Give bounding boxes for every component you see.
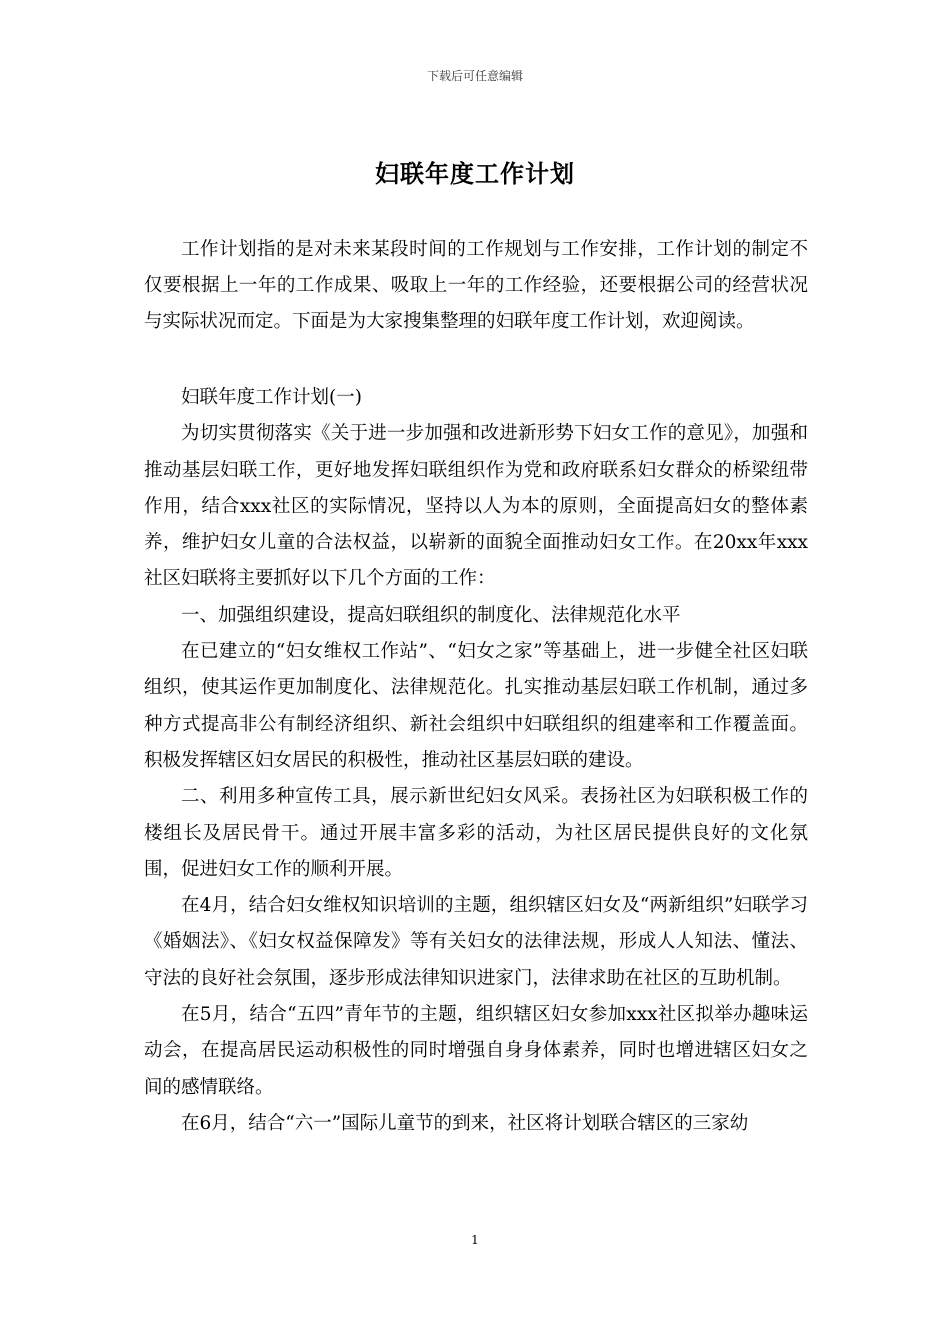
paragraph: 一、加强组织建设，提高妇联组织的制度化、法律规范化水平 (181, 604, 681, 626)
intro-block (144, 232, 808, 340)
main-body (144, 380, 808, 1142)
document-title: 妇联年度工作计划 (375, 159, 575, 188)
paragraph: 为切实贯彻落实《关于进一步加强和改进新形势下妇女工作的意见》，加强和推动基层妇联工作，更好地发挥妇联组织作为党和政府联系妇女群众的桥梁纽带作用，结合xxx社区的实际情况，坚持以人为本的原则，全面提高妇女的整体素养，维护妇女儿童的合法权益，以崭新的面貌全面推动妇女工作。在20xx年xxx社区妇联将主要抓好以下几个方面的工作： (144, 423, 808, 590)
intro-paragraph: 工作计划指的是对未来某段时间的工作规划与工作安排，工作计划的制定不仅要根据上一年的工作成果、吸取上一年的工作经验，还要根据公司的经营状况与实际状况而定。下面是为大家搜集整理的妇联年度工作计划，欢迎阅读。 (144, 239, 808, 332)
paragraph: 在6月，结合“六一”国际儿童节的到来，社区将计划联合辖区的三家幼 (181, 1112, 749, 1134)
paragraph: 二、利用多种宣传工具，展示新世纪妇女风采。表扬社区为妇联积极工作的楼组长及居民骨干。通过开展丰富多彩的活动，为社区居民提供良好的文化氛围，促进妇女工作的顺利开展。 (144, 786, 808, 880)
paragraph: 在4月，结合妇女维权知识培训的主题，组织辖区妇女及“两新组织”妇联学习《婚姻法》、《妇女权益保障发》等有关妇女的法律法规，形成人人知法、懂法、守法的良好社会氛围，逐步形成法律知识进家门，法律求助在社区的互助机制。 (144, 895, 808, 989)
section-heading: 妇联年度工作计划(一) (181, 387, 362, 408)
page-number: 1 (471, 1233, 479, 1247)
paragraph: 在已建立的“妇女维权工作站”、“妇女之家”等基础上，进一步健全社区妇联组织，使其运作更加制度化、法律规范化。扎实推动基层妇联工作机制，通过多种方式提高非公有制经济组织、新社会组织中妇联组织的组建率和工作覆盖面。积极发挥辖区妇女居民的积极性，推动社区基层妇联的建设。 (144, 641, 808, 771)
paragraph: 在5月，结合“五四”青年节的主题，组织辖区妇女参加xxx社区拟举办趣味运动会，在提高居民运动积极性的同时增强自身身体素养，同时也增进辖区妇女之间的感情联络。 (144, 1004, 808, 1098)
header-note: 下载后可任意编辑 (426, 69, 523, 83)
